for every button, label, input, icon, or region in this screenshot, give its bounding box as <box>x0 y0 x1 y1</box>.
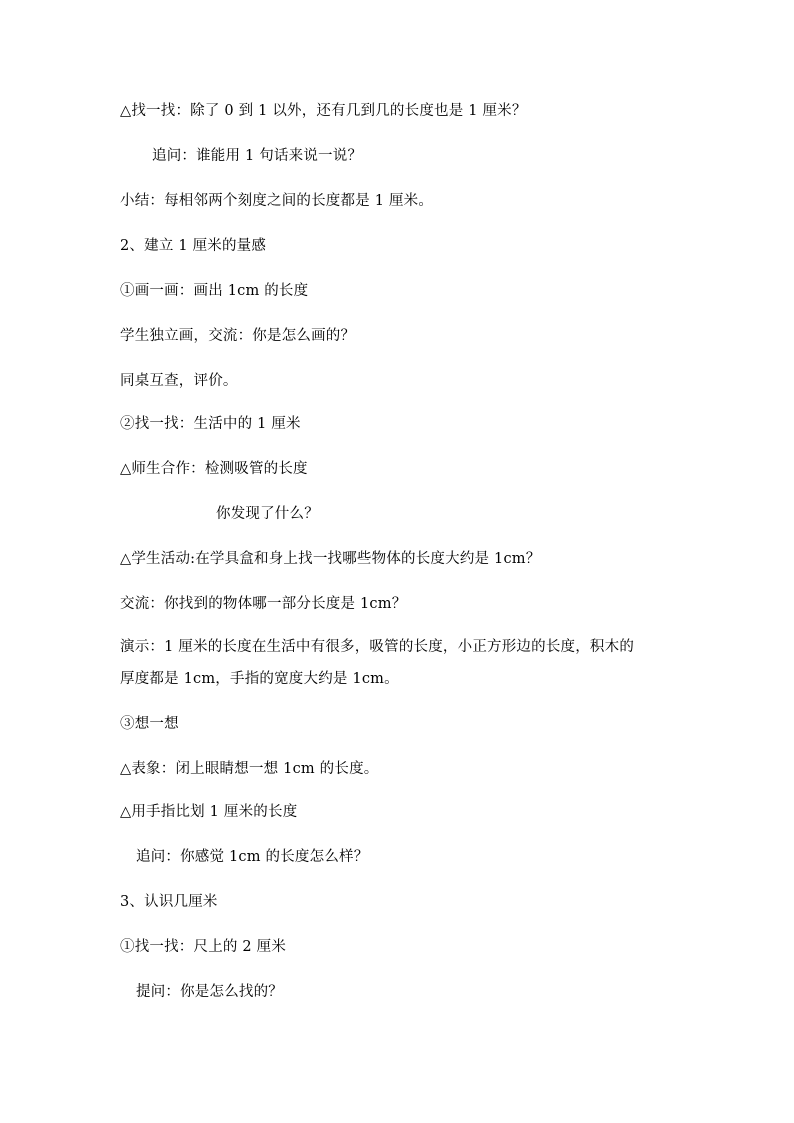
text-line-student-activity: △学生活动:在学具盒和身上找一找哪些物体的长度大约是 1cm？ <box>120 551 541 567</box>
text-line-summary: 小结：每相邻两个刻度之间的长度都是 1 厘米。 <box>120 193 434 209</box>
section-heading-2: 2、建立 1 厘米的量感 <box>120 238 267 254</box>
text-line-find-2cm: ①找一找：尺上的 2 厘米 <box>120 939 287 955</box>
text-line-what-found: 你发现了什么？ <box>216 506 319 522</box>
text-line-think: ③想一想 <box>120 716 179 732</box>
text-line-peer-check: 同桌互查，评价。 <box>120 373 238 389</box>
text-line-draw: ①画一画：画出 1cm 的长度 <box>120 283 309 299</box>
text-line-find-in-life: ②找一找：生活中的 1 厘米 <box>120 416 301 432</box>
text-line-exchange: 交流：你找到的物体哪一部分长度是 1cm？ <box>120 596 407 612</box>
text-line-teacher-student: △师生合作：检测吸管的长度 <box>120 461 308 477</box>
text-line-demo-continued: 厚度都是 1cm，手指的宽度大约是 1cm。 <box>120 671 399 687</box>
text-line-feeling-question: 追问：你感觉 1cm 的长度怎么样？ <box>136 849 369 865</box>
text-line-imagery: △表象：闭上眼睛想一想 1cm 的长度。 <box>120 761 379 777</box>
text-line-find-other-1cm: △找一找：除了 0 到 1 以外，还有几到几的长度也是 1 厘米？ <box>120 103 527 119</box>
section-heading-3: 3、认识几厘米 <box>120 894 218 910</box>
text-line-how-found: 提问：你是怎么找的？ <box>136 984 283 1000</box>
text-line-gesture: △用手指比划 1 厘米的长度 <box>120 804 298 820</box>
text-line-student-draw: 学生独立画，交流：你是怎么画的？ <box>120 328 356 344</box>
text-line-follow-up-question: 追问：谁能用 1 句话来说一说？ <box>152 148 363 164</box>
text-line-demo: 演示：1 厘米的长度在生活中有很多，吸管的长度，小正方形边的长度，积木的 <box>120 639 635 655</box>
